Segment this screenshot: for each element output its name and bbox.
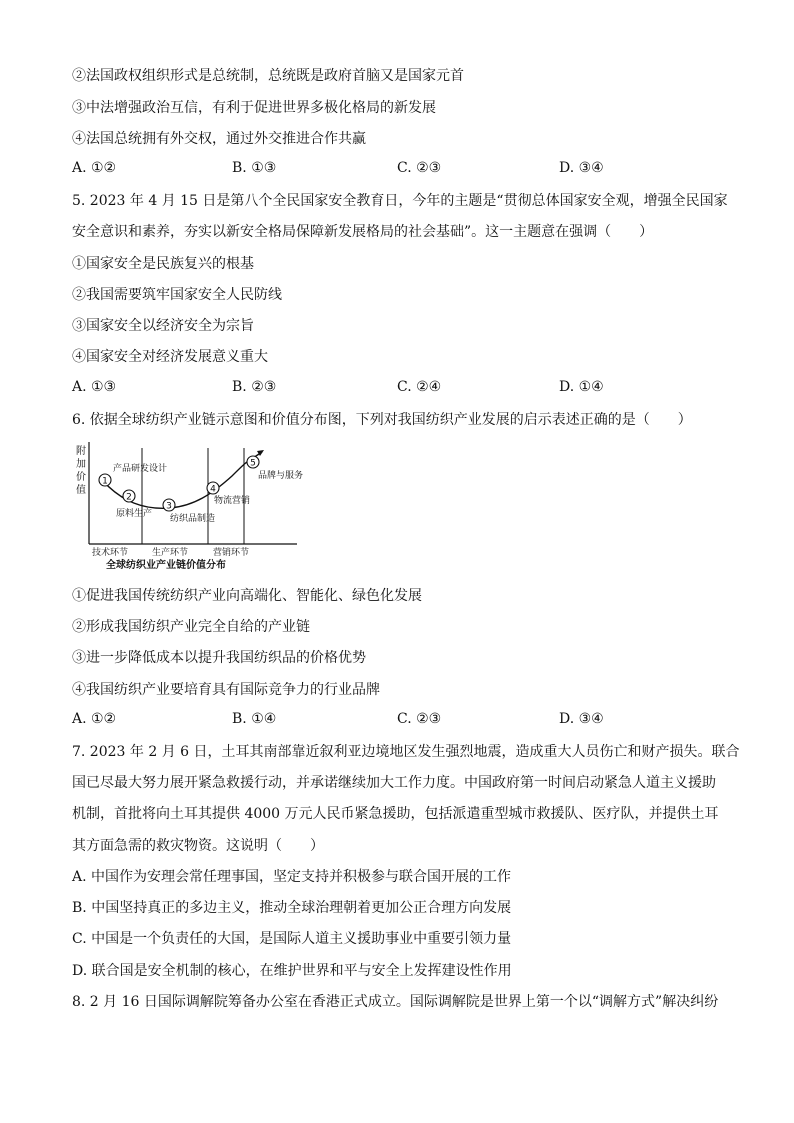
q6-option-c[interactable]: C. ②③	[397, 711, 442, 727]
node-5	[247, 456, 303, 481]
y-axis-label-char-4: 值	[76, 485, 86, 496]
q6-options	[72, 711, 732, 731]
segment-label-tech: 技术环节	[92, 548, 129, 558]
node-2	[116, 490, 152, 519]
q5-statement-4: ④国家安全对经济发展意义重大	[72, 349, 268, 365]
q5-statement-3: ③国家安全以经济安全为宗旨	[72, 318, 254, 334]
q6-statement-4: ④我国纺织产业要培育具有国际竞争力的行业品牌	[72, 682, 380, 698]
q5-statement-2: ②我国需要筑牢国家安全人民防线	[72, 287, 282, 303]
q7-stem-line-3: 机制，首批将向土耳其提供 4000 万元人民币紧急援助，包括派遣重型城市救援队、医疗队，并提供土耳	[72, 806, 719, 822]
node-3-label: 纺织品制造	[170, 514, 216, 524]
node-1-label: 产品研发设计	[113, 464, 168, 474]
q5-option-d[interactable]: D. ①④	[559, 379, 604, 395]
q7-option-b[interactable]: B. 中国坚持真正的多边主义，推动全球治理朝着更加公正合理方向发展	[72, 900, 512, 916]
y-axis-label-char-3: 价	[76, 472, 86, 483]
q6-statement-2: ②形成我国纺织产业完全自给的产业链	[72, 619, 310, 635]
q5-option-b[interactable]: B. ②③	[232, 379, 277, 395]
q8-stem-line-1: 8. 2 月 16 日国际调解院筹备办公室在香港正式成立。国际调解院是世界上第一个以“调解方式”解决纠纷	[72, 994, 719, 1010]
q5-options	[72, 379, 732, 399]
q6-option-a[interactable]: A. ①②	[72, 711, 117, 727]
q4-statement-4: ④法国总统拥有外交权，通过外交推进合作共赢	[72, 131, 366, 147]
node-5-label: 品牌与服务	[258, 471, 304, 481]
q4-options	[72, 160, 732, 180]
q4-statement-3: ③中法增强政治互信，有利于促进世界多极化格局的新发展	[72, 100, 436, 116]
q4-option-d[interactable]: D. ③④	[559, 160, 604, 176]
q7-option-d[interactable]: D. 联合国是安全机制的核心，在维护世界和平与安全上发挥建设性作用	[72, 963, 512, 979]
node-3-number: 3	[166, 501, 172, 512]
segment-label-marketing: 营销环节	[213, 548, 250, 558]
q7-option-c[interactable]: C. 中国是一个负责任的大国，是国际人道主义援助事业中重要引领力量	[72, 931, 512, 947]
figure-caption: 全球纺织业产业链价值分布	[106, 560, 226, 571]
q7-stem-line-1: 7. 2023 年 2 月 6 日，土耳其南部靠近叙利亚边境地区发生强烈地震，造成重大人员伤亡和财产损失。联合	[72, 744, 740, 760]
segment-label-production: 生产环节	[152, 548, 189, 558]
q7-option-a[interactable]: A. 中国作为安理会常任理事国，坚定支持并积极参与联合国开展的工作	[72, 869, 512, 885]
q6-statement-1: ①促进我国传统纺织产业向高端化、智能化、绿色化发展	[72, 588, 422, 604]
node-2-number: 2	[126, 492, 132, 503]
q6-statement-3: ③进一步降低成本以提升我国纺织品的价格优势	[72, 650, 366, 666]
q4-option-b[interactable]: B. ①③	[232, 160, 277, 176]
node-5-number: 5	[250, 458, 256, 469]
q6-stem: 6. 依据全球纺织产业链示意图和价值分布图，下列对我国纺织产业发展的启示表述正确的是（ ）	[72, 412, 692, 428]
y-axis-label-char-1: 附	[76, 446, 86, 457]
q5-option-a[interactable]: A. ①③	[72, 379, 117, 395]
q4-statement-2: ②法国政权组织形式是总统制，总统既是政府首脑又是国家元首	[72, 68, 464, 84]
node-2-label: 原料生产	[116, 509, 153, 519]
q7-stem-line-2: 国已尽最大努力展开紧急救援行动，并承诺继续加大工作力度。中国政府第一时间启动紧急人道主义援助	[72, 775, 716, 791]
value-chain-figure	[72, 440, 312, 575]
y-axis-label-char-2: 加	[76, 459, 86, 470]
node-1	[99, 462, 167, 487]
q4-option-c[interactable]: C. ②③	[397, 160, 442, 176]
q5-statement-1: ①国家安全是民族复兴的根基	[72, 256, 254, 272]
q5-option-c[interactable]: C. ②④	[397, 379, 442, 395]
q5-stem-line-1: 5. 2023 年 4 月 15 日是第八个全民国家安全教育日，今年的主题是“贯彻总体国家安全观，增强全民国家	[72, 193, 728, 209]
node-4-label: 物流营销	[214, 496, 251, 506]
q4-option-a[interactable]: A. ①②	[72, 160, 117, 176]
node-3	[163, 499, 215, 524]
q7-stem-line-4: 其方面急需的救灾物资。这说明（ ）	[72, 838, 324, 854]
q6-option-d[interactable]: D. ③④	[559, 711, 604, 727]
q5-stem-line-2: 安全意识和素养，夯实以新安全格局保障新发展格局的社会基础”。这一主题意在强调（ ）	[72, 224, 654, 240]
q6-option-b[interactable]: B. ①④	[232, 711, 277, 727]
value-chain-diagram	[72, 440, 312, 575]
node-4-number: 4	[210, 484, 216, 495]
node-1-number: 1	[102, 476, 108, 487]
